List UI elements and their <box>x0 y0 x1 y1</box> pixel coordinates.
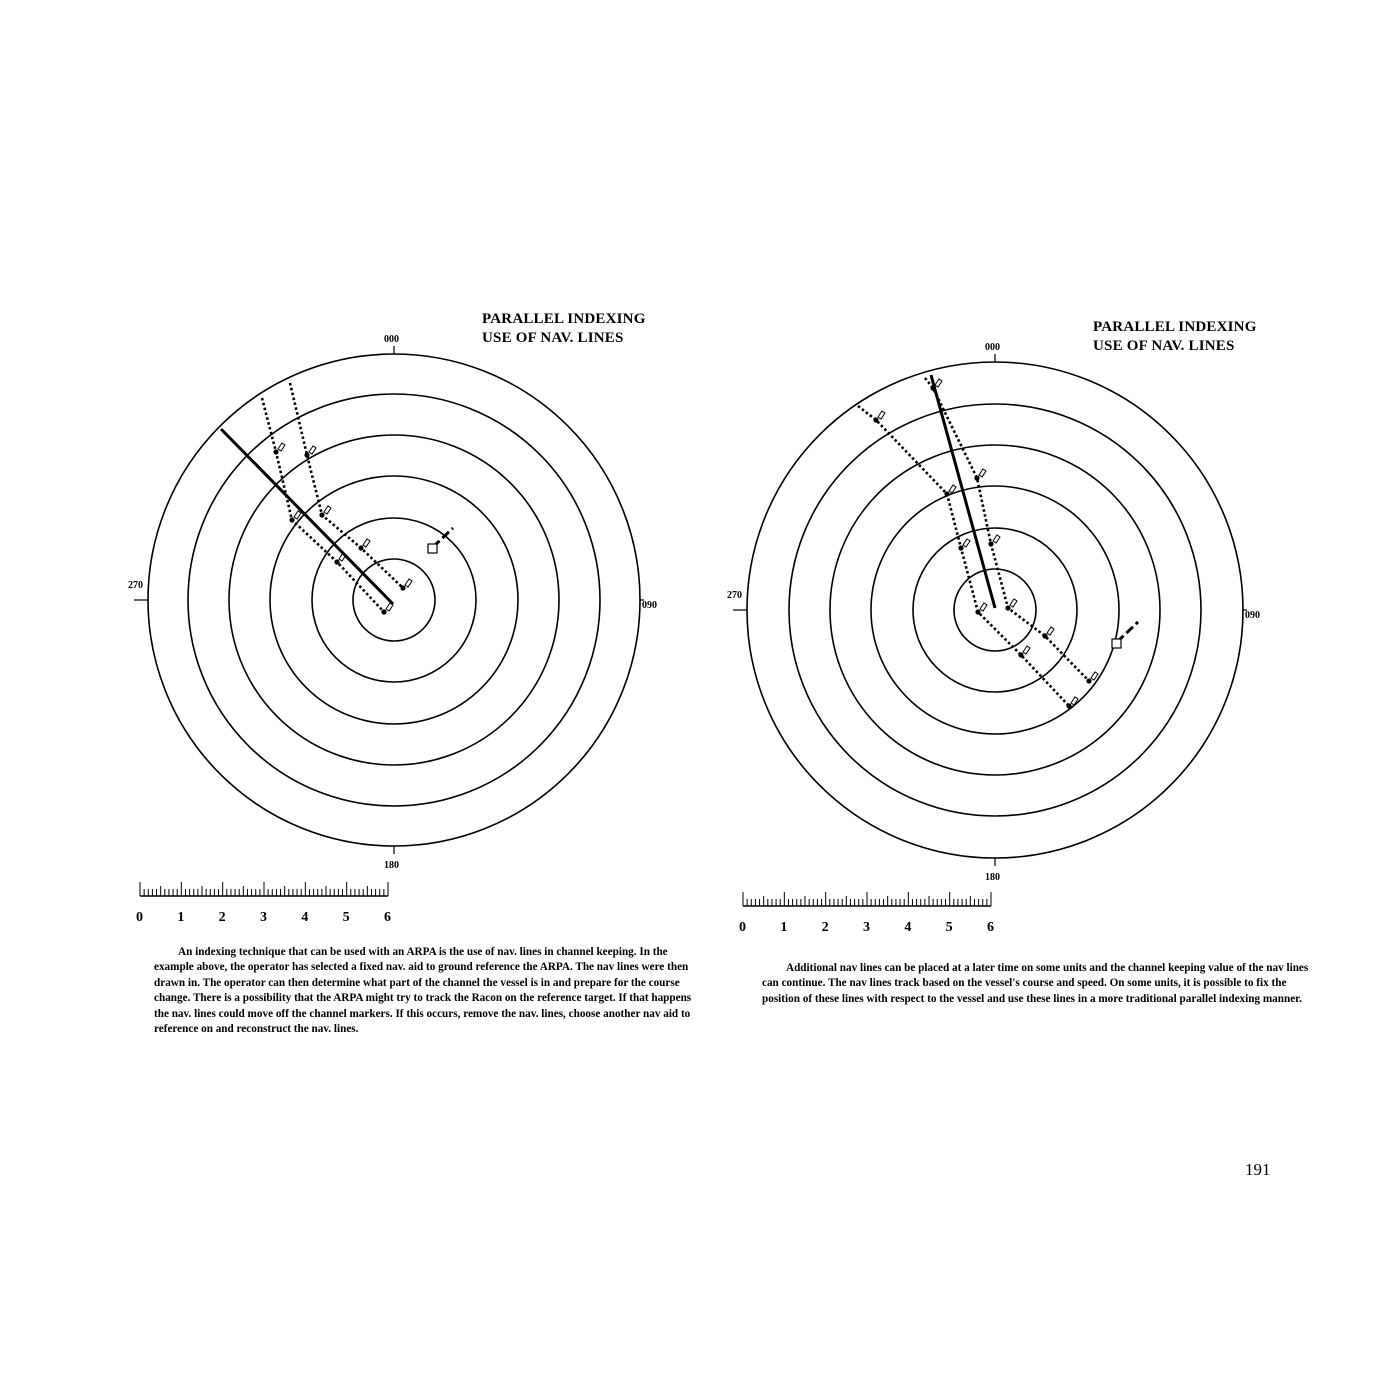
scale-label: 2 <box>218 910 226 925</box>
bearing-label-south: 180 <box>384 860 399 871</box>
page-number: 191 <box>1245 1160 1271 1179</box>
buoy-marker-icon <box>309 446 316 454</box>
buoy-position-dot <box>334 559 339 564</box>
buoy-marker-icon <box>363 539 370 547</box>
buoy-position-dot <box>381 609 386 614</box>
buoy-marker-icon <box>878 411 885 419</box>
buoy-position-dot <box>988 541 993 546</box>
range-ring <box>188 394 600 806</box>
range-ring <box>312 518 476 682</box>
buoy-position-dot <box>1042 633 1047 638</box>
scale-label: 4 <box>904 920 912 935</box>
buoy-marker-icon <box>405 579 412 587</box>
scale-label: 0 <box>739 920 746 935</box>
range-ring <box>913 528 1077 692</box>
range-ring <box>954 569 1036 651</box>
buoy-marker-icon <box>949 485 956 493</box>
buoy-marker-icon <box>980 603 987 611</box>
right-caption: Additional nav lines can be placed at a later time on some units and the channel keeping value of the nav lines can continue. The nav lines track based on the vessel's course and speed. On some units, it is possible to fix the position of these lines with respect to the vessel and use these lines in a more traditional parallel indexing manner. <box>762 962 1309 1005</box>
right-radar-plot <box>727 342 1260 935</box>
bearing-label-north: 000 <box>985 342 1000 353</box>
scale-label: 3 <box>863 920 870 935</box>
bearing-label-west: 270 <box>128 580 143 591</box>
buoy-marker-icon <box>935 379 942 387</box>
buoy-position-dot <box>975 609 980 614</box>
racon-target-icon <box>1112 639 1121 648</box>
bearing-label-south: 180 <box>985 872 1000 883</box>
scale-label: 6 <box>987 920 994 935</box>
buoy-marker-icon <box>1023 646 1030 654</box>
left-caption: An indexing technique that can be used with an ARPA is the use of nav. lines in channel keeping. In the example above, the operator has selected a fixed nav. aid to ground reference the ARPA. The nav lines were then drawn in. The operator can then determine what part of the channel the vessel is in and prepare for the course change. There is a possibility that the ARPA might try to track the Racon on the reference target. If that happens the nav. lines could move off the channel markers. If this occurs, remove the nav. lines, choose another nav aid to reference on and reconstruct the nav. lines. <box>154 946 692 1036</box>
range-ring <box>830 445 1160 775</box>
buoy-marker-icon <box>278 443 285 451</box>
buoy-marker-icon <box>1091 672 1098 680</box>
buoy-position-dot <box>289 517 294 522</box>
range-ring <box>229 435 559 765</box>
bearing-label-north: 000 <box>384 334 399 345</box>
bearing-label-east: 090 <box>642 600 657 611</box>
buoy-marker-icon <box>324 506 331 514</box>
range-ring <box>148 354 640 846</box>
range-ring <box>353 559 435 641</box>
scale-label: 2 <box>821 920 829 935</box>
scale-label: 5 <box>342 910 350 925</box>
scale-label: 5 <box>945 920 953 935</box>
buoy-position-dot <box>319 512 324 517</box>
buoy-position-dot <box>974 475 979 480</box>
scale-label: 4 <box>301 910 309 925</box>
scale-label: 1 <box>177 910 185 925</box>
buoy-position-dot <box>304 452 309 457</box>
left-title-line1: PARALLEL INDEXING <box>482 311 646 327</box>
racon-target-icon <box>428 544 437 553</box>
buoy-marker-icon <box>1047 627 1054 635</box>
buoy-position-dot <box>1086 678 1091 683</box>
right-title-line1: PARALLEL INDEXING <box>1093 319 1257 335</box>
buoy-marker-icon <box>294 511 301 519</box>
scale-label: 6 <box>384 910 391 925</box>
scale-label: 1 <box>780 920 788 935</box>
range-ring <box>747 362 1243 858</box>
buoy-position-dot <box>400 585 405 590</box>
buoy-position-dot <box>958 545 963 550</box>
scale-label: 0 <box>136 910 143 925</box>
nav-line <box>262 398 384 612</box>
buoy-marker-icon <box>1010 599 1017 607</box>
bearing-label-east: 090 <box>1245 610 1260 621</box>
buoy-marker-icon <box>963 539 970 547</box>
range-ring <box>270 476 518 724</box>
buoy-position-dot <box>1018 652 1023 657</box>
buoy-position-dot <box>273 449 278 454</box>
bearing-label-west: 270 <box>727 590 742 601</box>
range-ring <box>789 404 1201 816</box>
course-line <box>931 375 995 608</box>
right-title-line2: USE OF NAV. LINES <box>1093 338 1235 354</box>
buoy-marker-icon <box>993 535 1000 543</box>
scale-label: 3 <box>260 910 267 925</box>
buoy-position-dot <box>944 491 949 496</box>
left-radar-plot <box>128 334 657 925</box>
left-title-line2: USE OF NAV. LINES <box>482 330 624 346</box>
buoy-position-dot <box>873 417 878 422</box>
range-ring <box>871 486 1119 734</box>
buoy-position-dot <box>358 545 363 550</box>
buoy-marker-icon <box>979 469 986 477</box>
buoy-position-dot <box>1005 605 1010 610</box>
buoy-position-dot <box>1066 703 1071 708</box>
